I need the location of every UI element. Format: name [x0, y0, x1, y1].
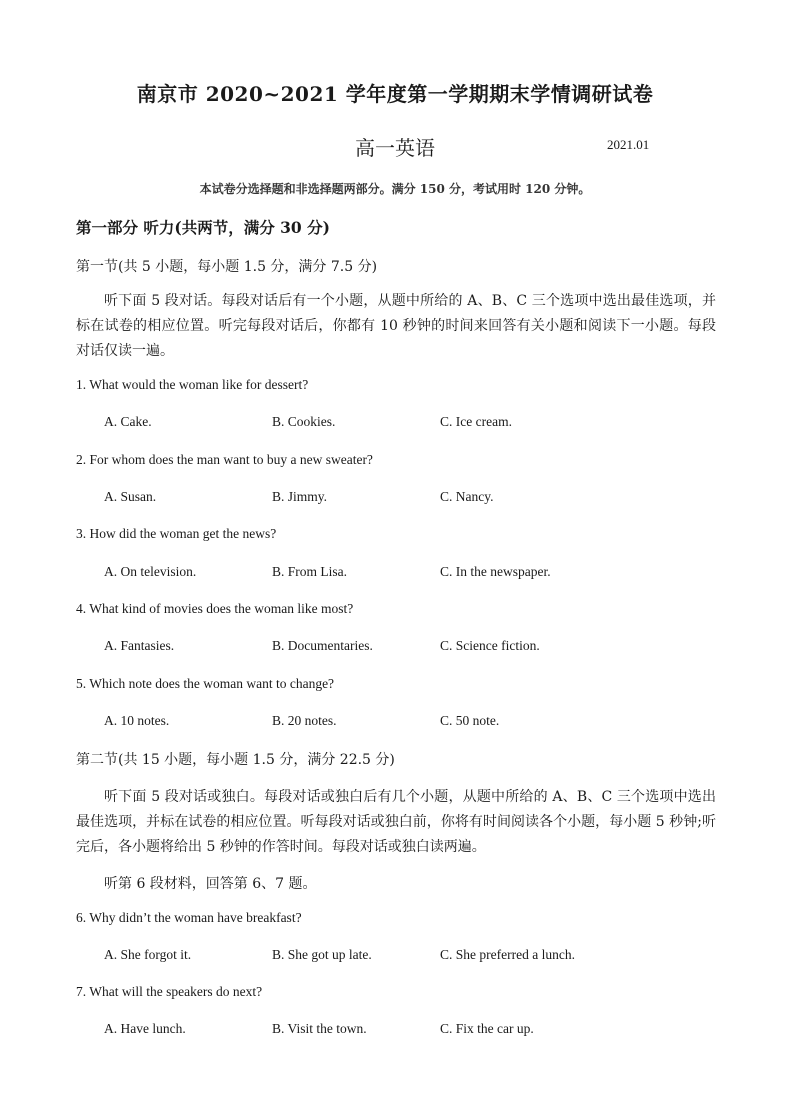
option-1b: B. Cookies.: [272, 414, 336, 429]
part1-heading: 第一部分 听力(共两节，满分 30 分): [76, 218, 330, 237]
question-3: 3. How did the woman get the news?: [76, 526, 277, 541]
exam-date: 2021.01: [607, 137, 650, 152]
option-6b: B. She got up late.: [272, 947, 372, 962]
option-3a: A. On television.: [104, 564, 197, 579]
material-note: 听第 6 段材料，回答第 6、7 题。: [104, 876, 317, 892]
option-3c: C. In the newspaper.: [440, 564, 551, 579]
exam-note: 本试卷分选择题和非选择题两部分。满分 150 分，考试用时 120 分钟。: [199, 182, 591, 196]
option-5c: C. 50 note.: [440, 713, 500, 728]
option-1a: A. Cake.: [104, 414, 152, 429]
option-5a: A. 10 notes.: [104, 713, 170, 728]
section2-heading: 第二节(共 15 小题，每小题 1.5 分，满分 22.5 分): [76, 752, 395, 768]
option-6a: A. She forgot it.: [104, 947, 192, 962]
question-4: 4. What kind of movies does the woman like most?: [76, 601, 354, 616]
section2-instructions: 听下面 5 段对话或独白。每段对话或独白后有几个小题，从题中所给的 A、B、C 三个选项中选出最佳选项，并标在试卷的相应位置。听每段对话或独白前，你将有时间阅读各个小题，每小题 5 秒钟;听完后，各小题将给出 5 秒钟的作答时间。每段对话或独白读两遍。: [76, 789, 716, 855]
option-4b: B. Documentaries.: [272, 638, 373, 653]
option-4c: C. Science fiction.: [440, 638, 540, 653]
option-7a: A. Have lunch.: [104, 1021, 186, 1036]
question-2: 2. For whom does the man want to buy a new sweater?: [76, 452, 373, 467]
exam-subject: 高一英语: [355, 136, 435, 160]
option-2b: B. Jimmy.: [272, 489, 328, 504]
option-7c: C. Fix the car up.: [440, 1021, 534, 1036]
option-1c: C. Ice cream.: [440, 414, 512, 429]
question-5: 5. Which note does the woman want to change?: [76, 676, 335, 691]
option-2a: A. Susan.: [104, 489, 157, 504]
option-7b: B. Visit the town.: [272, 1021, 367, 1036]
option-2c: C. Nancy.: [440, 489, 494, 504]
exam-title: 南京市 2020~2021 学年度第一学期期末学情调研试卷: [136, 82, 654, 106]
option-6c: C. She preferred a lunch.: [440, 947, 575, 962]
option-4a: A. Fantasies.: [104, 638, 175, 653]
section1-heading: 第一节(共 5 小题，每小题 1.5 分，满分 7.5 分): [76, 259, 378, 275]
section1-instructions: 听下面 5 段对话。每段对话后有一个小题，从题中所给的 A、B、C 三个选项中选出最佳选项，并标在试卷的相应位置。听完每段对话后，你都有 10 秒钟的时间来回答有关小题和阅读下一小题。每段对话仅读一遍。: [76, 293, 716, 359]
question-7: 7. What will the speakers do next?: [76, 984, 263, 999]
option-5b: B. 20 notes.: [272, 713, 337, 728]
question-1: 1. What would the woman like for dessert?: [76, 377, 309, 392]
option-3b: B. From Lisa.: [272, 564, 348, 579]
question-6: 6. Why didn’t the woman have breakfast?: [76, 910, 302, 925]
